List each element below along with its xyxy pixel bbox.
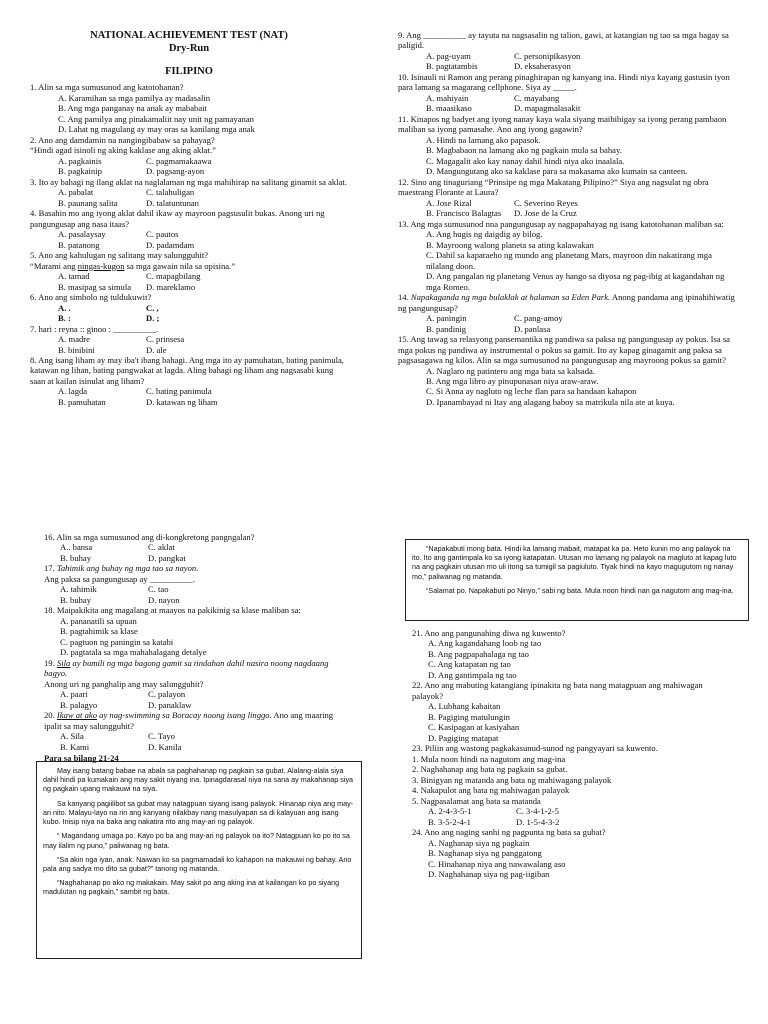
option-a[interactable]: A. Lubhang kabaitan — [428, 701, 501, 712]
question-text — [44, 710, 344, 731]
option-a[interactable]: A. mahiyain — [426, 92, 469, 103]
question-9 — [398, 30, 736, 72]
option-b[interactable]: B. Pagiging matulungin — [428, 711, 510, 722]
option-c[interactable]: C. personipikasyon — [514, 50, 581, 61]
option-c[interactable]: C. palayon — [148, 689, 186, 700]
option-d[interactable]: D. Ipanambayad ni Itay ang alagang baboy sa matrikula nila ate at kuya. — [426, 396, 675, 407]
option-a[interactable]: A. Sila — [60, 731, 84, 742]
sequence-item: 5. Nagpasalamat ang bata sa matanda — [412, 795, 541, 806]
option-b[interactable]: B. Ang mga panganay na anak ay mababait — [58, 103, 207, 114]
option-d[interactable]: D. Kanila — [148, 741, 182, 752]
question-text: 4. Basahin mo ang iyong aklat dahil ikaw ay mayroon pagsusulit bukas. Anong uri ng pangungusap ang nasa itaas? — [30, 208, 325, 229]
question-text: 18. Maipakikita ang magalang at maayos na pakikinig sa klase maliban sa: — [44, 605, 301, 616]
option-b[interactable]: B. Ang mga libro ay pinupunasan niya araw-araw. — [426, 375, 599, 386]
option-c[interactable]: C. pang-amoy — [514, 313, 563, 324]
underlined-word: Ikaw at ako — [56, 710, 97, 721]
option-a[interactable]: A. Naghanap siya ng pagkain — [428, 837, 530, 848]
story-paragraph: “ Magandang umaga po. Kayo po ba ang may-ari ng palayok na ito? Natagpuan ko po ito sa may ilalim ng puno,” paliwanag ng bata. — [43, 831, 350, 850]
quote-start: “Marami ang — [30, 260, 78, 271]
option-d[interactable]: D. panlasa — [514, 323, 551, 334]
option-b[interactable]: B. Ang pagpapahalaga ng tao — [428, 648, 529, 659]
option-c[interactable]: C. pautos — [146, 229, 179, 240]
option-c[interactable]: C. Dahil sa kaparaeho ng mundo ang planetang Mars, mayroon din nakatirang mga nilalang doon. — [426, 250, 712, 271]
question-11 — [398, 114, 736, 177]
sequence-item: 3. Binigyan ng matanda ang bata ng mahiwagang palayok — [412, 774, 612, 785]
question-text: 3. Ito ay bahagi ng ilang aklat na naglalaman ng mga mahihirap na salitang ginamit sa aklat. — [30, 176, 347, 187]
question-16 — [44, 532, 344, 563]
option-a[interactable]: A. Ang hugis ng daigdig ay bilog. — [426, 229, 543, 240]
story-paragraph: “Napakabuti mong bata. Hindi ka lamang mabait, matapat ka pa. Heto kunin mo ang palayok na ito. Ito ang gantimpala ko sa iyong katapatan. Utusan mo lamang ng palayok na magluto at kapag luto na ang pagkain utusan mo uli itong sa tumigil sa pagiuluto. Tiyak hindi na kayo magugutom ng nanay mo,” paliwanag ng matanda. — [412, 544, 737, 581]
question-text: 23. Piliin ang wastong pagkakasunud-sunod ng pangyayari sa kuwento. — [412, 743, 658, 754]
option-a[interactable]: A. pasalaysay — [58, 229, 106, 240]
option-d[interactable]: D. ; — [146, 313, 160, 324]
italic-sentence: ay bumili ng mga bagong gamit sa tindahan dahil nasira noong nagdaang bagyo. — [44, 657, 329, 679]
left-column-bottom — [44, 532, 344, 764]
story-box — [36, 761, 362, 959]
option-b[interactable]: B. pamuhatan — [58, 396, 106, 407]
italic-sentence: ay nag-swimming sa Boracay noong isang linggo. — [97, 710, 272, 721]
sequence-item: 2. Naghahanap ang bata ng pagkain sa gubat. — [412, 764, 568, 775]
story-paragraph: Sa kanyang pagiilibot sa gubat may natagpuan siyang isang palayok. Hinanap niya ang may-ari nito. Malayu-layo na rin ang kanyang nilakbay nang masulyapan sa di kalayuan ang isang kubo. Inisip niya na baka ang nakatira rito ang may-ari ng palayok. — [43, 798, 354, 827]
option-a[interactable]: A. pananatili sa upuan — [60, 615, 137, 626]
option-c[interactable]: C. Ang katapatan ng tao — [428, 659, 511, 670]
option-a[interactable]: A. paningin — [426, 313, 467, 324]
question-text: 10. Isinauli ni Ramon ang perang pinaghirapan ng kanyang ina. Hindi niya kayang gastusin iyon para lamang sa magarang cellphone. Siya ay _____. — [398, 71, 730, 93]
question-17 — [44, 563, 344, 605]
option-c[interactable]: C. 3-4-1-2-5 — [516, 806, 559, 817]
option-c[interactable]: C. Ang pamilya ang pinakamaliit nay unit ng pamayanan — [58, 113, 254, 124]
option-c[interactable]: C. mapagbilang — [146, 271, 201, 282]
question-text: 11. Kinapos ng badyet ang iyong nanay kaya wala siyang maibibigay sa iyong perang pambaon maliban sa iyong pamasahe. Ano ang iyong gagawin? — [398, 113, 727, 135]
question-text: 1. Alin sa mga sumusunod ang katotohanan? — [30, 82, 184, 93]
option-b[interactable]: B. Kami — [60, 741, 90, 752]
option-d[interactable]: D. Ang gantimpala ng tao — [428, 669, 517, 680]
right-column-top — [398, 30, 736, 407]
option-d[interactable]: D. Lahat ng magulang ay may oras sa kanilang mga anak — [58, 124, 255, 135]
option-b[interactable]: B. pandinig — [426, 323, 467, 334]
question-4 — [30, 208, 348, 250]
italic-sentence: Napakaganda ng mga bulaklak at halaman sa Eden Park. — [410, 292, 611, 303]
option-b[interactable]: B. maasikaso — [426, 103, 472, 114]
question-text: 15. Ang tawag sa relasyong pansemantika ng pandiwa sa paksa ng pangungusap ay pokus. Isa sa mga pokus ng pandiwa ay instrumental o pokus sa gamit. Ito ay kapag ginagamit ang paksa sa pagsasagawa ng kilos. Alin sa mga sumusunod na pangungusap ang mayroong pokus sa gamit? — [398, 334, 730, 366]
question-3 — [30, 177, 348, 208]
option-c[interactable]: C. Severino Reyes — [514, 197, 578, 208]
option-d[interactable]: D. mapagmalasakit — [514, 103, 581, 114]
option-c[interactable]: C. prinsesa — [146, 334, 185, 345]
option-c[interactable]: C. aklat — [148, 542, 175, 553]
question-text: 7. hari : reyna :: ginoo : __________. — [30, 323, 159, 334]
quote-end: sa mga gawain nila sa opisina.” — [124, 260, 236, 271]
option-a[interactable]: A. Jose Rizal — [426, 197, 472, 208]
option-d[interactable]: D. eksaherasyon — [514, 61, 571, 72]
option-c[interactable]: C. mayabang — [514, 92, 560, 103]
question-5 — [30, 250, 348, 292]
question-text: 16. Alin sa mga sumusunod ang di-kongkretong pangngalan? — [44, 532, 255, 542]
question-text: 8. Ang isang liham ay may iba't ibang bahagi. Ang mga ito ay pamuhatan, bating panimula, katawan ng lihan, bating pangwakat at lagda. Aling bahagi ng liham ang nagsasabi kung saan at kailan isinulat ang liham? — [30, 354, 344, 386]
question-text: 21. Ano ang pangunahing diwa ng kuwento? — [412, 628, 566, 638]
option-a[interactable]: A. pag-uyam — [426, 50, 471, 61]
question-text — [398, 292, 736, 313]
question-23 — [412, 743, 732, 827]
question-rest: Anong pandama ang ipinahihiwatig ng pangungusap? — [398, 292, 735, 313]
question-text — [44, 658, 344, 679]
sequence-list — [412, 754, 732, 806]
option-b[interactable]: B. Francisco Balagtas — [426, 208, 502, 219]
option-a[interactable]: A. Karamihan sa mga pamilya ay madasalin — [58, 92, 211, 103]
question-8 — [30, 355, 348, 407]
option-d[interactable]: D. pagtatala sa mga mahahalagang detalye — [60, 647, 207, 658]
option-a[interactable]: A. pabalat — [58, 187, 94, 198]
option-a[interactable]: A. 2-4-3-5-1 — [428, 806, 472, 817]
option-a[interactable]: A. . — [58, 302, 71, 313]
option-b[interactable]: B. buhay — [60, 552, 92, 563]
option-d[interactable]: D. panaklaw — [148, 699, 192, 710]
option-b[interactable]: B. palagyo — [60, 699, 98, 710]
option-a[interactable]: A. Naglaro ng patintero ang mga bata sa kalsada. — [426, 365, 595, 376]
left-column-top — [30, 30, 348, 407]
option-b[interactable]: B. : — [58, 313, 71, 324]
option-d[interactable]: D. talatuntunan — [146, 197, 199, 208]
option-c[interactable]: C. bating panimula — [146, 386, 212, 397]
question-12 — [398, 177, 736, 219]
option-d[interactable]: D. Mangungutang ako sa kaklase para sa makasama ako kumain sa canteen. — [426, 166, 688, 177]
question-text: 22. Ano ang mabuting katangiang ipinakita ng bata nang matagpuan ang mahiwagan palayok? — [412, 680, 703, 701]
question-text — [44, 563, 344, 573]
option-b[interactable]: B. pagkainip — [58, 166, 102, 177]
option-d[interactable]: D. Pagiging matapat — [428, 732, 499, 743]
question-number: 19. — [44, 657, 57, 668]
question-text: 5. Ano ang kahulugan ng salitang may salungguhit? — [30, 250, 209, 261]
underlined-word: ningas-kugon — [77, 260, 125, 271]
option-b[interactable]: B. buhay — [60, 594, 92, 605]
question-21 — [412, 628, 732, 680]
question-text: 6. Ano ang simbolo ng tuldukuwit? — [30, 292, 152, 303]
question-10 — [398, 72, 736, 114]
option-c[interactable]: C. , — [146, 302, 159, 313]
option-c[interactable]: C. Tayo — [148, 731, 175, 742]
option-c[interactable]: C. pagtuon ng paningin sa katabi — [60, 636, 174, 647]
option-b[interactable]: B. patanong — [58, 239, 100, 250]
question-quote — [30, 261, 348, 271]
question-number: 20. — [44, 710, 57, 721]
question-20 — [44, 710, 344, 752]
option-d[interactable]: D. Jose de la Cruz — [514, 208, 577, 219]
option-c[interactable]: C. talahuligan — [146, 187, 195, 198]
story-paragraph: “Naghahanap po ako ng makakain. May sakit po ang aking ina at kailangan ko po siyang madulutan ng pagkain,” sambit ng bata. — [43, 878, 340, 897]
question-22 — [412, 680, 732, 743]
question-text: 24. Ano ang naging sanhi ng pagpunta ng bata sa gubat? — [412, 827, 606, 838]
italic-sentence: Tahimik ang buhay ng mga tao sa nayon. — [56, 563, 199, 574]
question-number: 14. — [398, 292, 411, 303]
question-rest: Ang paksa sa pangungusap ay __________. — [44, 573, 195, 584]
story-continuation-box — [405, 539, 749, 621]
option-b[interactable]: B. 3-5-2-4-1 — [428, 816, 471, 827]
option-d[interactable]: D. Ang pangalan ng planetang Venus ay hango sa diyosa ng pag-ibig at kagandahan ng mga Romeo. — [426, 271, 725, 292]
subject-title: FILIPINO — [165, 65, 213, 77]
sequence-item: 4. Nakapulot ang bata ng mahiwagan palayok — [412, 785, 570, 796]
story-paragraph: “Sa akin nga iyan, anak. Naiwan ko sa pagmamadali ko kahapon na makauwi ng bahay. Ano pala ang sadya mo dito sa gubat?” tanong ng matanda. — [43, 854, 352, 873]
story-paragraph: “Salamat po. Napakabuti po Ninyo,” sabi ng bata. Mula noon hindi nan ga nagutom ang mag-ina. — [426, 585, 734, 595]
option-b[interactable]: B. pagtahimik sa klase — [60, 626, 138, 637]
option-c[interactable]: C. Magagalit ako kay nanay dahil hindi niya ako inaalala. — [426, 155, 625, 166]
question-14 — [398, 292, 736, 334]
question-text: 13. Ang mga sumusunod nna pangungusap ay nagpapahayag ng isang katotohanan maliban sa: — [398, 218, 724, 229]
question-15 — [398, 334, 736, 407]
option-c[interactable]: C. Si Anna ay nagluto ng leche flan para sa handaan kahapon — [426, 386, 637, 397]
option-b[interactable]: B. pagtatambis — [426, 61, 478, 72]
option-d[interactable]: D. mareklamo — [146, 281, 196, 292]
option-a[interactable]: A. tahimik — [60, 584, 97, 595]
option-d[interactable]: D. ale — [146, 344, 167, 355]
question-18 — [44, 605, 344, 657]
option-d[interactable]: D. Naghahanap siya ng pag-iigiban — [428, 869, 550, 880]
option-b[interactable]: B. Naghanap siya ng panggatong — [428, 848, 542, 859]
underlined-word: Sila — [56, 657, 71, 668]
option-a[interactable]: A. lagda — [58, 386, 88, 397]
option-a[interactable]: A. paari — [60, 689, 88, 700]
option-b[interactable]: B. Magbabaon na lamang ako ng pagkain mula sa bahay. — [426, 145, 622, 156]
question-rest: Ano ang maaring ipalit sa may salungguhit? — [44, 710, 334, 731]
option-c[interactable]: C. tao — [148, 584, 169, 595]
option-c[interactable]: C. Kasipagan at kasiyahan — [428, 722, 520, 733]
option-a[interactable]: A. madre — [58, 334, 90, 345]
question-text: 2. Ano ang damdamin na nangingibabaw sa pahayag? — [30, 134, 215, 145]
option-a[interactable]: A. Hindi na lamang ako papasok. — [426, 134, 541, 145]
option-d[interactable]: D. nayon — [148, 594, 180, 605]
option-c[interactable]: C. pagmamakaawa — [146, 155, 212, 166]
option-d[interactable]: D. pangkat — [148, 552, 186, 563]
option-b[interactable]: B. paunang salita — [58, 197, 118, 208]
option-d[interactable]: D. 1-5-4-3-2 — [516, 816, 560, 827]
option-b[interactable]: B. masipag sa simula — [58, 281, 132, 292]
sequence-item: 1. Mula noon hindi na nagutom ang mag-ina — [412, 753, 566, 764]
option-a[interactable]: A. tamad — [58, 271, 90, 282]
option-d[interactable]: D. padamdam — [146, 239, 195, 250]
right-column-bottom — [412, 628, 732, 880]
option-b[interactable]: B. binibini — [58, 344, 95, 355]
question-24 — [412, 827, 732, 879]
option-d[interactable]: D. katawan ng liham — [146, 396, 218, 407]
option-c[interactable]: C. Hinahanap niya ang nawawalang aso — [428, 858, 566, 869]
option-a[interactable]: A. pagkainis — [58, 155, 102, 166]
question-2 — [30, 135, 348, 177]
question-19 — [44, 658, 344, 710]
option-b[interactable]: B. Mayroong walong planeta sa ating kalawakan — [426, 239, 594, 250]
question-rest: Anong uri ng panghalip ang may salungguhit? — [44, 678, 204, 689]
story-paragraph: May isang batang babae na abala sa paghahanap ng pagkain sa gubat. Alalang-alala siya dahil hindi pa kumakain ang may sakit niyang ina. Ipinagdarasal niya na sana ay makahanap siya ng pagkain upang makauwi na siya. — [43, 766, 354, 794]
question-quote: “Hindi agad isinoli ng aking kaklase ang aking aklat.” — [30, 145, 216, 156]
question-text: 12. Sino ang tinaguriang “Prinsipe ng mga Makatang Pilipino?” Siya ang nagsulat ng obra maestrang Florante at Laura? — [398, 176, 709, 198]
question-6 — [30, 292, 348, 323]
option-a[interactable]: A.. bansa — [60, 542, 93, 553]
exam-subtitle: Dry-Run — [168, 42, 210, 54]
option-a[interactable]: A. Ang kagandahang loob ng tao — [428, 638, 542, 649]
option-d[interactable]: D. pagsang-ayon — [146, 166, 205, 177]
question-13 — [398, 219, 736, 292]
exam-title: NATIONAL ACHIEVEMENT TEST (NAT) — [90, 30, 288, 41]
question-1 — [30, 82, 348, 134]
question-7 — [30, 324, 348, 355]
question-text: 9. Ang __________ ay tayuta na nagsasalin ng talion, gawi, at katangian ng tao sa mga bagay sa paligid. — [398, 30, 729, 51]
passage-label: Para sa bilang 21-24 — [44, 753, 119, 764]
question-number: 17. — [44, 563, 57, 574]
